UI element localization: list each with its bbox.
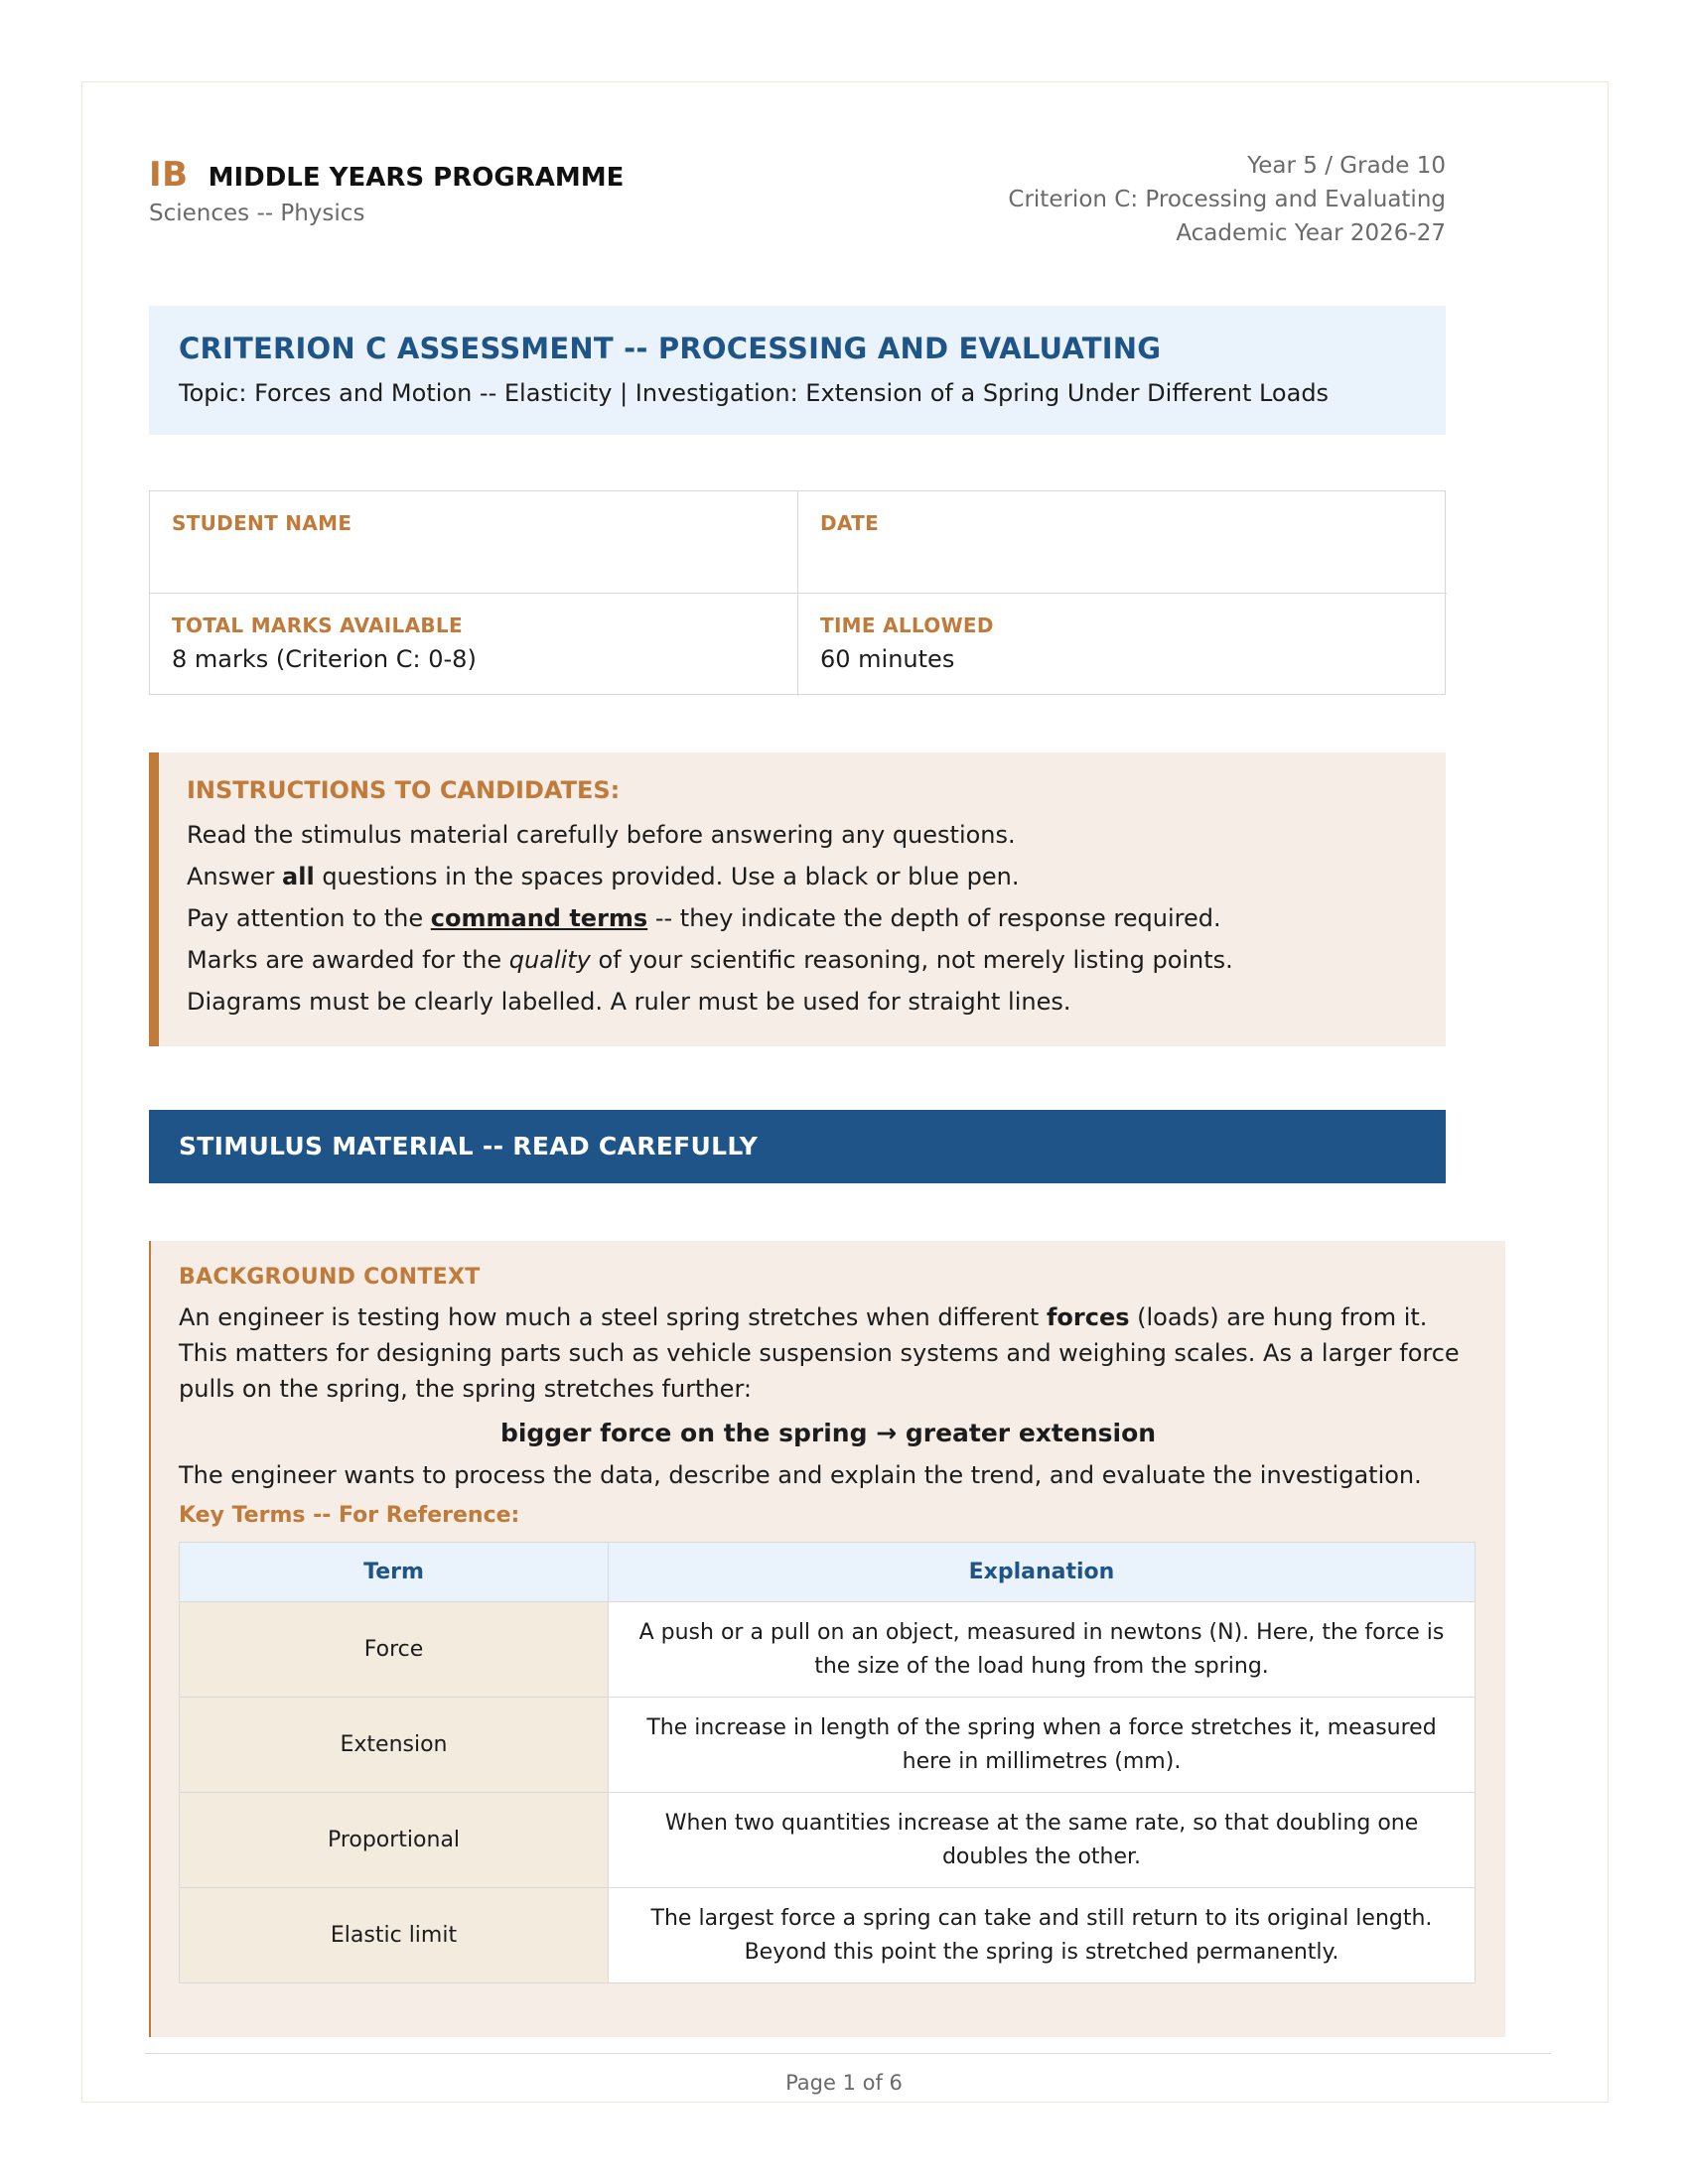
instruction-line-4 (187, 939, 1418, 981)
background-context-box (149, 1241, 1505, 2037)
brand-line (149, 155, 624, 195)
page-number: Page 1 of 6 (785, 2071, 903, 2095)
engineer-aim: The engineer wants to process the data, describe and explain the trend, and evaluate the investigation. (179, 1461, 1422, 1489)
paragraph-text: An engineer is testing how much a steel spring stretches when different (179, 1303, 1047, 1331)
quality-emphasis: quality (508, 946, 591, 974)
explanation-cell: The largest force a spring can take and still return to its original length. Beyond this point the spring is stretched permanently. (609, 1888, 1476, 1983)
stimulus-heading-bar: STIMULUS MATERIAL -- READ CAREFULLY (149, 1110, 1446, 1183)
term-cell: Extension (180, 1698, 609, 1793)
date-label: DATE (820, 511, 880, 535)
explanation-cell: When two quantities increase at the same rate, so that doubling one doubles the other. (609, 1793, 1476, 1888)
explanation-cell: A push or a pull on an object, measured in newtons (N). Here, the force is the size of the load hung from the spring. (609, 1602, 1476, 1698)
background-paragraph (179, 1299, 1470, 1407)
instructions-box (149, 752, 1446, 1046)
explanation-column-header: Explanation (609, 1543, 1476, 1602)
instruction-emphasis: all (282, 863, 315, 890)
topic-line: Topic: Forces and Motion -- Elasticity | Investigation: Extension of a Spring Under Different Loads (179, 379, 1330, 407)
instruction-line-2 (187, 856, 1418, 897)
academic-year: Academic Year 2026-27 (1176, 220, 1446, 246)
instructions-title: INSTRUCTIONS TO CANDIDATES: (187, 776, 621, 804)
table-row (180, 1698, 1476, 1793)
instruction-text: Marks are awarded for the (187, 946, 509, 974)
header-left (149, 155, 624, 226)
term-cell: Elastic limit (180, 1888, 609, 1983)
key-terms-table (179, 1542, 1476, 1983)
time-cell (798, 594, 1447, 696)
programme-name: MIDDLE YEARS PROGRAMME (208, 163, 625, 193)
instruction-line-5: Diagrams must be clearly labelled. A ruler must be used for straight lines. (187, 988, 1071, 1016)
background-title: BACKGROUND CONTEXT (179, 1265, 481, 1290)
table-row (180, 1793, 1476, 1888)
forces-emphasis: forces (1046, 1303, 1130, 1331)
paragraph-text: (loads) are hung from it. This matters for designing parts such as vehicle suspension systems and weighing scales. As a larger force pulls on the spring, the spring stretches further: (179, 1303, 1460, 1403)
marks-cell (150, 594, 798, 696)
subject-name: Sciences -- Physics (149, 201, 365, 226)
header-right (1008, 149, 1446, 250)
footer-divider (145, 2053, 1551, 2054)
time-value: 60 minutes (820, 645, 955, 673)
instruction-text: Pay attention to the (187, 904, 431, 932)
instruction-text: Answer (187, 863, 283, 890)
table-header-row (180, 1543, 1476, 1602)
marks-label: TOTAL MARKS AVAILABLE (172, 614, 463, 637)
title-band (149, 306, 1446, 435)
criterion-label: Criterion C: Processing and Evaluating (1008, 187, 1446, 212)
term-cell: Proportional (180, 1793, 609, 1888)
key-terms-title: Key Terms -- For Reference: (179, 1503, 520, 1528)
marks-value: 8 marks (Criterion C: 0-8) (172, 645, 477, 673)
term-cell: Force (180, 1602, 609, 1698)
instruction-line-3 (187, 897, 1418, 939)
relationship-statement: bigger force on the spring → greater extension (499, 1419, 1157, 1447)
student-name-cell[interactable] (150, 491, 798, 594)
candidate-info-table (149, 490, 1446, 695)
command-terms-emphasis: command terms (430, 904, 648, 932)
explanation-cell: The increase in length of the spring when a force stretches it, measured here in millimetres (mm). (609, 1698, 1476, 1793)
assessment-title: CRITERION C ASSESSMENT -- PROCESSING AND EVALUATING (179, 332, 1162, 365)
student-name-label: STUDENT NAME (172, 511, 352, 535)
table-row (180, 1888, 1476, 1983)
instruction-text: of your scientific reasoning, not merely listing points. (590, 946, 1233, 974)
term-column-header: Term (180, 1543, 609, 1602)
instruction-line-1: Read the stimulus material carefully before answering any questions. (187, 821, 1016, 849)
year-grade: Year 5 / Grade 10 (1247, 153, 1446, 179)
time-label: TIME ALLOWED (820, 614, 994, 637)
date-cell[interactable] (798, 491, 1447, 594)
brand-logo-text: IB (149, 155, 189, 195)
instruction-text: questions in the spaces provided. Use a black or blue pen. (314, 863, 1020, 890)
instruction-text: -- they indicate the depth of response required. (647, 904, 1221, 932)
table-row (180, 1602, 1476, 1698)
